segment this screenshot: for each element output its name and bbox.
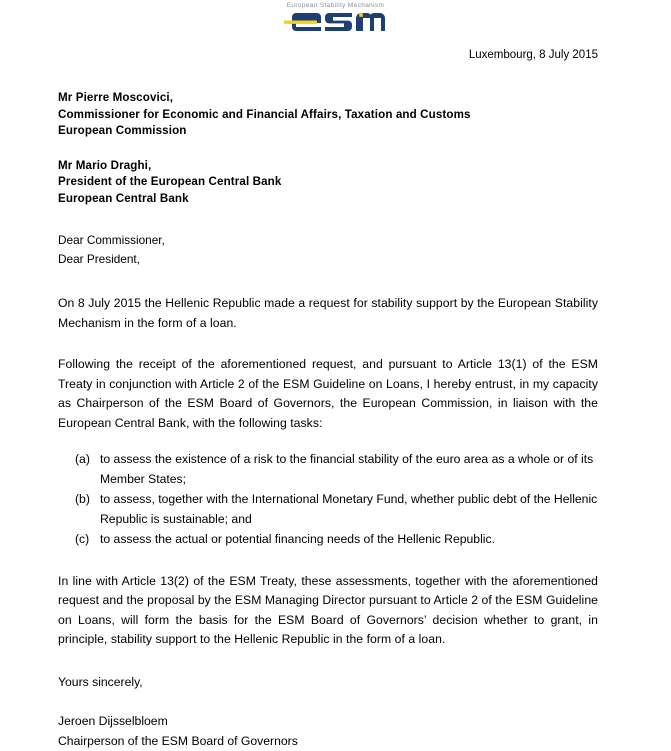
- recipient-title: President of the European Central Bank: [58, 174, 598, 191]
- recipient-name: Mr Pierre Moscovici,: [58, 90, 598, 107]
- logo-tagline: European Stability Mechanism: [0, 2, 671, 9]
- recipient-block-1: [58, 90, 598, 140]
- recipient-name: Mr Mario Draghi,: [58, 158, 598, 175]
- signatory-title: Chairperson of the ESM Board of Governors: [58, 732, 598, 751]
- body-paragraph-3: In line with Article 13(2) of the ESM Treaty, these assessments, together with the aforementioned request and the proposal by the ESM Managing Director pursuant to Article 2 of the ESM Guideline on Loans, will form the basis for the ESM Board of Governors’ decision whether to grant, in principle, stability support to the Hellenic Republic in the form of a loan.: [58, 572, 598, 650]
- list-item-text: to assess, together with the International Monetary Fund, whether public debt of the Hellenic Republic is sustainable; and: [100, 490, 598, 529]
- body-paragraph-1: On 8 July 2015 the Hellenic Republic made a request for stability support by the European Stability Mechanism in the form of a loan.: [58, 294, 598, 333]
- signature-block: [58, 712, 598, 751]
- list-item-text: to assess the existence of a risk to the financial stability of the euro area as a whole or of its Member States;: [100, 450, 598, 489]
- esm-wordmark-icon: [284, 10, 388, 45]
- body-paragraph-2: Following the receipt of the aforementioned request, and pursuant to Article 13(1) of the ESM Treaty in conjunction with Article 2 of the ESM Guideline on Loans, I hereby entrust, in my capacity as Chairperson of the ESM Board of Governors, the European Commission, in liaison with the European Central Bank, with the following tasks:: [58, 355, 598, 433]
- letter-body: [58, 90, 598, 751]
- salutation-line: Dear President,: [58, 250, 598, 269]
- salutation-block: [58, 231, 598, 269]
- tasks-list: [58, 450, 598, 550]
- list-item-text: to assess the actual or potential financing needs of the Hellenic Republic.: [100, 530, 598, 550]
- salutation-line: Dear Commissioner,: [58, 231, 598, 250]
- recipient-title: Commissioner for Economic and Financial Affairs, Taxation and Customs: [58, 107, 598, 124]
- recipient-block-2: [58, 158, 598, 208]
- signatory-name: Jeroen Dijsselbloem: [58, 712, 598, 732]
- list-item-marker: (a): [75, 450, 100, 489]
- esm-logo: [0, 0, 671, 45]
- list-item: [58, 530, 598, 550]
- list-item: [58, 450, 598, 489]
- recipient-organisation: European Central Bank: [58, 191, 598, 208]
- valediction: Yours sincerely,: [58, 673, 598, 693]
- list-item-marker: (b): [75, 490, 100, 529]
- list-item-marker: (c): [75, 530, 100, 550]
- date-line: Luxembourg, 8 July 2015: [469, 49, 598, 61]
- list-item: [58, 490, 598, 529]
- recipient-organisation: European Commission: [58, 123, 598, 140]
